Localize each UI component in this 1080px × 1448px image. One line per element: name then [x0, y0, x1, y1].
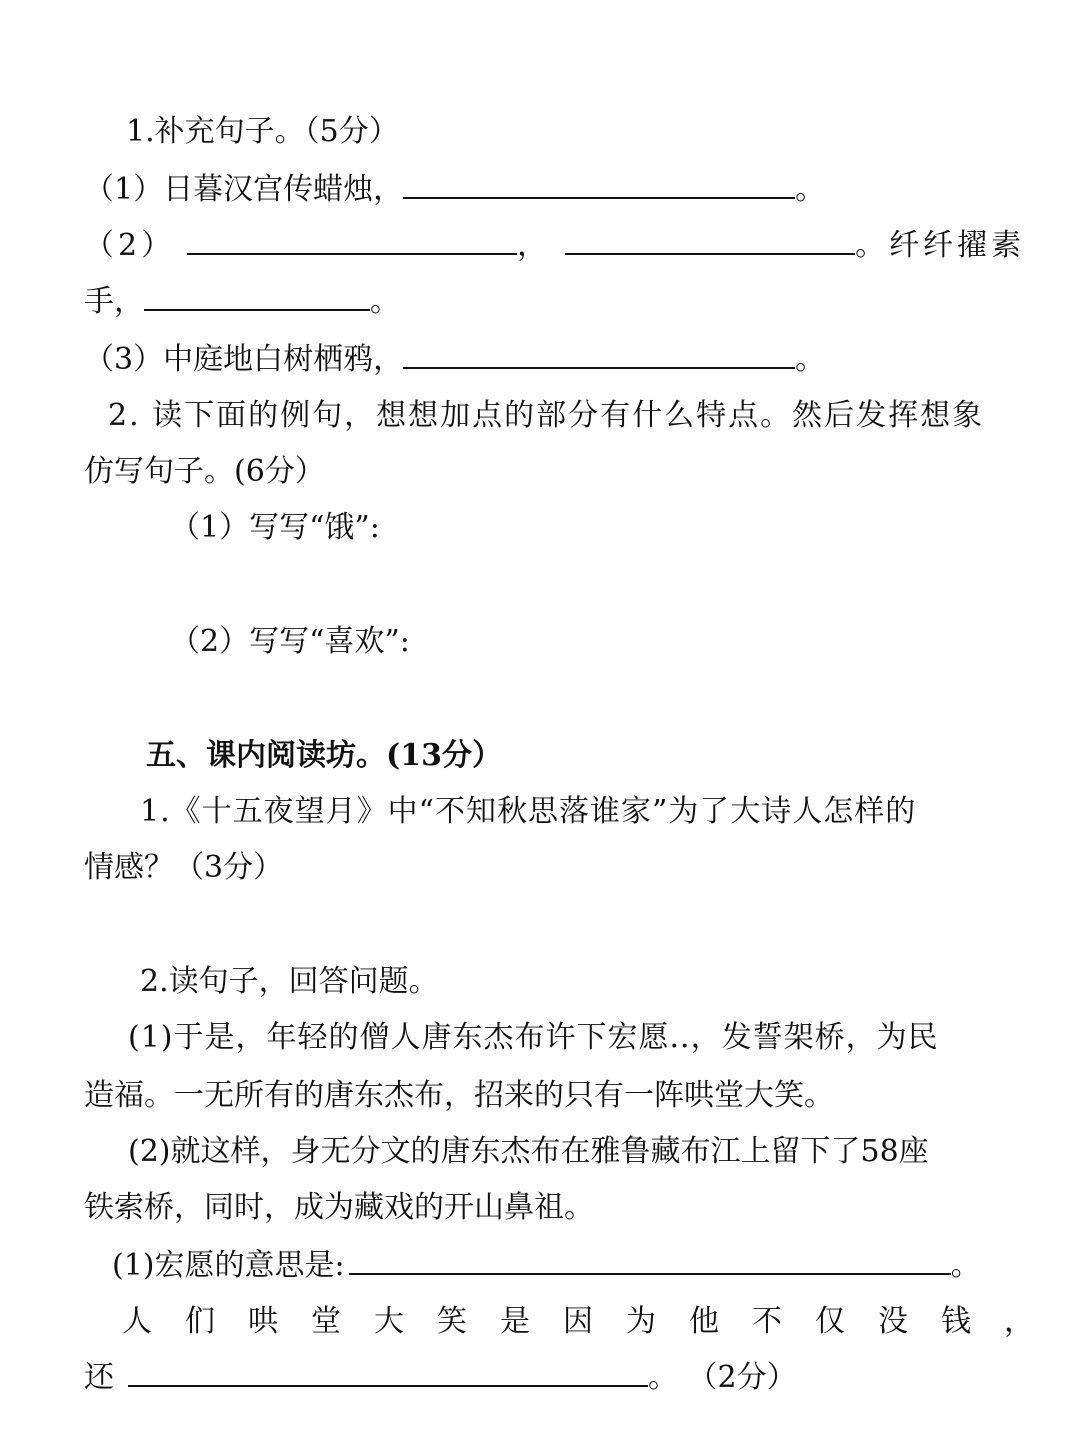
s5-q2-title-text: 2.读句子，回答问题。 — [140, 964, 439, 999]
answer-blank-2[interactable] — [187, 227, 517, 255]
q2-text-2: 仿写句子。(6分） — [84, 454, 325, 489]
s5-p1-text-2: 造福。一无所有的唐东杰布，招来的只有一阵哄堂大笑。 — [84, 1078, 834, 1113]
s5-p1-line-1 — [128, 1018, 939, 1058]
q1-title-text: 1.补充句子。（5分） — [126, 114, 399, 149]
s5-a2-text-1: 人们哄堂大笑是因为他不仅没钱， — [122, 1304, 1067, 1339]
q2-text-1: 2. 读下面的例句，想想加点的部分有什么特点。然后发挥想象 — [108, 398, 985, 433]
q1-s3-suffix: 。 — [795, 342, 826, 377]
q2-item-1 — [170, 508, 380, 548]
s5-a2-prefix: 还 — [84, 1360, 114, 1395]
q1-title — [126, 112, 399, 152]
s5-q1-text-1: 1.《十五夜望月》中“不知秋思落谁家”为了大诗人怎样的 — [140, 794, 917, 829]
s5-p2-line-1 — [128, 1132, 929, 1172]
q1-sentence-2 — [84, 226, 1025, 266]
q1-sentence-3 — [84, 340, 825, 380]
q1-s2-comma: ， — [517, 228, 552, 263]
s5-p1-text-1: (1)于是，年轻的僧人唐东杰布许下宏愿..，发誓架桥，为民 — [128, 1020, 939, 1055]
q1-s3-prefix: （3）中庭地白树栖鸦， — [84, 342, 404, 377]
s5-p2-text-1: (2)就这样，身无分文的唐东杰布在雅鲁藏布江上留下了58座 — [128, 1134, 929, 1169]
answer-blank-6[interactable] — [349, 1247, 951, 1275]
q1-s2b-prefix: 手， — [84, 284, 144, 319]
answer-blank-5[interactable] — [403, 341, 795, 369]
s5-answer-1 — [112, 1246, 981, 1286]
q2-item-1-text: （1）写写“饿”: — [170, 510, 380, 545]
answer-blank-1[interactable] — [403, 171, 795, 199]
s5-q1-text-2: 情感？（3分） — [84, 850, 284, 885]
s5-answer-2-line-2 — [84, 1358, 797, 1398]
q1-s2-mid: 。纤纤擢素 — [855, 228, 1026, 263]
answer-blank-4[interactable] — [144, 283, 370, 311]
q1-sentence-2-cont — [84, 282, 400, 322]
answer-blank-3[interactable] — [565, 227, 855, 255]
s5-q1-line-1 — [140, 792, 916, 832]
q1-sentence-1 — [84, 170, 825, 210]
s5-p2-text-2: 铁索桥，同时，成为藏戏的开山鼻祖。 — [84, 1190, 594, 1225]
s5-q2-title — [140, 962, 439, 1002]
q1-s2b-suffix: 。 — [370, 284, 400, 319]
q2-item-2-text: （2）写写“喜欢”: — [170, 624, 410, 659]
s5-p1-line-2 — [84, 1076, 834, 1116]
q2-line-1 — [108, 396, 984, 436]
section-5-heading — [146, 736, 502, 776]
s5-p2-line-2 — [84, 1188, 594, 1228]
q2-line-2 — [84, 452, 325, 492]
s5-a1-suffix: 。 — [950, 1248, 981, 1283]
s5-a2-suffix: 。 （2分） — [648, 1360, 797, 1395]
s5-q1-line-2 — [84, 848, 283, 888]
q1-s2-prefix: （2） — [84, 228, 176, 263]
q1-s1-suffix: 。 — [795, 172, 826, 207]
q2-item-2 — [170, 622, 410, 662]
s5-answer-2-line-1 — [122, 1302, 1067, 1342]
answer-blank-7[interactable] — [128, 1359, 648, 1387]
q1-s1-prefix: （1）日暮汉宫传蜡烛， — [84, 172, 404, 207]
section-5-heading-text: 五、课内阅读坊。(13分） — [146, 738, 502, 773]
s5-a1-prefix: (1)宏愿的意思是: — [112, 1248, 345, 1283]
